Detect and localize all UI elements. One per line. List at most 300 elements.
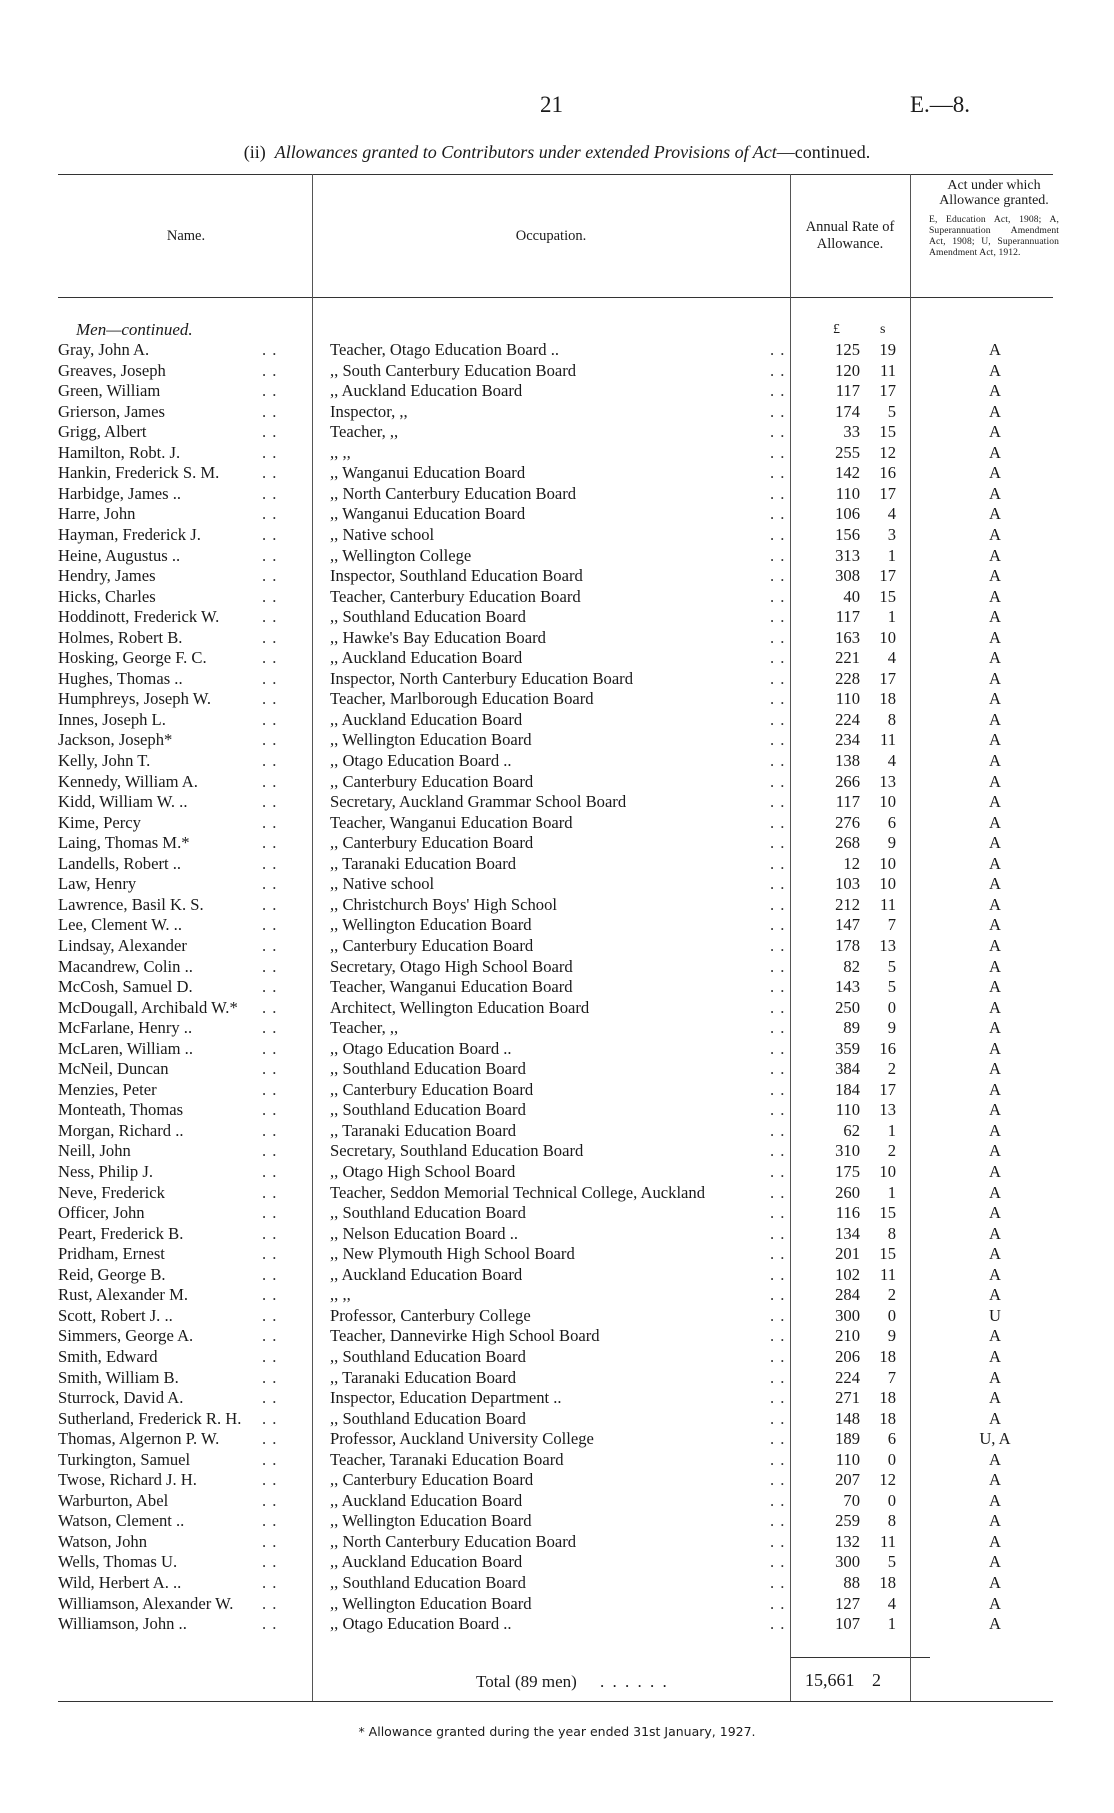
act-code: A bbox=[989, 627, 1001, 647]
leader-dots: . . bbox=[770, 1511, 786, 1531]
leader-dots: . . bbox=[770, 360, 786, 380]
total-pounds: 15,661 bbox=[805, 1670, 855, 1690]
rate-shillings: 5 bbox=[887, 956, 896, 976]
table-row bbox=[0, 751, 1114, 772]
person-name: Ness, Philip J. bbox=[58, 1162, 153, 1181]
leader-dots: . . bbox=[770, 566, 786, 586]
rate-pounds: 110 bbox=[835, 689, 860, 709]
person-name: Neve, Frederick bbox=[58, 1182, 165, 1202]
act-code: A bbox=[989, 1388, 1001, 1408]
leader-dots: . . bbox=[262, 1346, 278, 1366]
table-row bbox=[0, 504, 1114, 525]
leader-dots: . . bbox=[262, 771, 278, 791]
leader-dots: . . bbox=[262, 422, 278, 442]
leader-dots: . . bbox=[770, 730, 786, 750]
rate-shillings: 17 bbox=[879, 566, 896, 586]
leader-dots: . . bbox=[770, 1573, 786, 1592]
occupation: ,, Wellington College bbox=[330, 545, 472, 565]
rate-pounds: 174 bbox=[835, 401, 860, 421]
person-name: Hayman, Frederick J. bbox=[58, 524, 201, 544]
rate-pounds: 117 bbox=[835, 607, 860, 627]
header-act-detail: E, Education Act, 1908; A, Superannuation Amendment Act, 1908; U, Superannuation Amendment Act, 1912. bbox=[929, 214, 1059, 258]
occupation: ,, Canterbury Education Board bbox=[330, 935, 534, 955]
rate-shillings: 17 bbox=[879, 381, 896, 401]
act-code: A bbox=[989, 360, 1001, 380]
occupation: ,, Canterbury Education Board bbox=[330, 1079, 534, 1099]
person-name: Holmes, Robert B. bbox=[58, 627, 183, 647]
leader-dots: . . bbox=[770, 853, 786, 873]
leader-dots: . . bbox=[770, 935, 786, 955]
rate-shillings: 6 bbox=[887, 812, 896, 832]
leader-dots: . . bbox=[262, 792, 278, 812]
occupation: ,, Wanganui Education Board bbox=[330, 463, 526, 483]
leader-dots: . . bbox=[770, 1449, 786, 1469]
person-name: Wells, Thomas U. bbox=[58, 1552, 178, 1572]
person-name: McLaren, William .. bbox=[58, 1038, 193, 1058]
leader-dots: . . bbox=[262, 730, 278, 750]
person-name: Neill, John bbox=[58, 1141, 131, 1161]
rate-pounds: 234 bbox=[835, 730, 860, 750]
table-row bbox=[0, 361, 1114, 382]
act-code: A bbox=[989, 524, 1001, 544]
table-row bbox=[0, 1100, 1114, 1121]
occupation: ,, Canterbury Education Board bbox=[330, 1470, 534, 1490]
leader-dots: . . bbox=[770, 977, 786, 997]
person-name: Greaves, Joseph bbox=[58, 360, 166, 380]
leader-dots: . . bbox=[262, 504, 278, 524]
table-row bbox=[0, 1388, 1114, 1409]
act-code: A bbox=[989, 792, 1001, 812]
act-code: A bbox=[989, 463, 1001, 483]
leader-dots: . . bbox=[262, 545, 278, 565]
rate-shillings: 0 bbox=[887, 997, 896, 1017]
leader-dots: . . bbox=[770, 1346, 786, 1366]
rate-pounds: 184 bbox=[835, 1079, 860, 1099]
rate-pounds: 260 bbox=[835, 1182, 860, 1202]
act-code: A bbox=[989, 401, 1001, 421]
header-rate: Annual Rate of Allowance. bbox=[805, 219, 895, 252]
rate-shillings: 12 bbox=[879, 1470, 896, 1490]
person-name: McCosh, Samuel D. bbox=[58, 977, 193, 997]
rate-shillings: 15 bbox=[879, 1203, 896, 1223]
rate-pounds: 189 bbox=[835, 1429, 860, 1449]
act-code: A bbox=[989, 1141, 1001, 1161]
table-row bbox=[0, 484, 1114, 505]
table-row bbox=[0, 1285, 1114, 1306]
table-row bbox=[0, 833, 1114, 854]
person-name: Jackson, Joseph* bbox=[58, 730, 173, 750]
leader-dots: . . bbox=[262, 1182, 278, 1202]
person-name: Grierson, James bbox=[58, 401, 165, 421]
subtitle-suffix: —continued. bbox=[776, 142, 871, 162]
person-name: Hankin, Frederick S. M. bbox=[58, 463, 220, 483]
rate-shillings: 15 bbox=[879, 586, 896, 606]
act-code: A bbox=[989, 1018, 1001, 1038]
act-code: A bbox=[989, 1120, 1001, 1140]
act-code: A bbox=[989, 1531, 1001, 1551]
rate-pounds: 89 bbox=[843, 1018, 860, 1038]
person-name: Scott, Robert J. .. bbox=[58, 1305, 173, 1325]
leader-dots: . . bbox=[770, 442, 786, 462]
occupation: ,, Wellington Education Board bbox=[330, 1511, 532, 1531]
table-row bbox=[0, 1080, 1114, 1101]
rate-shillings: 1 bbox=[887, 545, 896, 565]
rate-pounds: 110 bbox=[835, 1100, 860, 1120]
rate-shillings: 1 bbox=[887, 1182, 896, 1202]
rule-total-top bbox=[790, 1657, 930, 1658]
occupation: ,, Taranaki Education Board bbox=[330, 853, 517, 873]
leader-dots: . . bbox=[262, 1511, 278, 1531]
rate-shillings: 10 bbox=[879, 874, 896, 894]
table-row bbox=[0, 977, 1114, 998]
table-row bbox=[0, 895, 1114, 916]
header-act-title: Act under which Allowance granted. bbox=[939, 178, 1049, 208]
table-row bbox=[0, 915, 1114, 936]
leader-dots: . . bbox=[262, 1120, 278, 1140]
person-name: Smith, William B. bbox=[58, 1367, 179, 1387]
person-name: McFarlane, Henry .. bbox=[58, 1018, 193, 1038]
act-code: A bbox=[989, 1552, 1001, 1572]
leader-dots: . . bbox=[262, 689, 278, 709]
occupation: ,, North Canterbury Education Board bbox=[330, 483, 577, 503]
person-name: Innes, Joseph L. bbox=[58, 709, 166, 729]
occupation: ,, Native school bbox=[330, 524, 435, 544]
rate-shillings: 10 bbox=[879, 627, 896, 647]
leader-dots: . . bbox=[262, 874, 278, 894]
rate-pounds: 313 bbox=[835, 545, 860, 565]
leader-dots: . . bbox=[770, 874, 786, 894]
rate-shillings: 18 bbox=[879, 1388, 896, 1408]
rate-pounds: 308 bbox=[835, 566, 860, 586]
leader-dots: . . bbox=[770, 607, 786, 627]
leader-dots: . . bbox=[262, 1223, 278, 1243]
rate-pounds: 110 bbox=[835, 483, 860, 503]
leader-dots: . . bbox=[770, 1141, 786, 1161]
leader-dots: . . bbox=[262, 1059, 278, 1079]
person-name: Landells, Robert .. bbox=[58, 853, 182, 873]
table-row bbox=[0, 792, 1114, 813]
rate-shillings: 11 bbox=[880, 730, 896, 750]
leader-dots: . . bbox=[770, 1408, 786, 1428]
table-row bbox=[0, 772, 1114, 793]
footnote: * Allowance granted during the year ended 31st January, 1927. bbox=[358, 1724, 756, 1739]
act-code: A bbox=[989, 709, 1001, 729]
occupation: Inspector, Education Department .. bbox=[330, 1388, 562, 1408]
person-name: Wild, Herbert A. .. bbox=[58, 1573, 182, 1592]
rate-shillings: 7 bbox=[887, 915, 896, 935]
table-row bbox=[0, 1059, 1114, 1080]
table-row bbox=[0, 1470, 1114, 1491]
act-code: A bbox=[989, 730, 1001, 750]
leader-dots: . . bbox=[770, 1470, 786, 1490]
occupation: Teacher, Dannevirke High School Board bbox=[330, 1326, 600, 1346]
act-code: A bbox=[989, 607, 1001, 627]
rate-shillings: 5 bbox=[887, 977, 896, 997]
person-name: Watson, Clement .. bbox=[58, 1511, 185, 1531]
person-name: Morgan, Richard .. bbox=[58, 1120, 184, 1140]
rate-shillings: 7 bbox=[887, 1367, 896, 1387]
person-name: Lindsay, Alexander bbox=[58, 935, 187, 955]
table-row bbox=[0, 874, 1114, 895]
total-dots: . . . . . . bbox=[600, 1672, 669, 1691]
occupation: ,, Southland Education Board bbox=[330, 1100, 526, 1120]
person-name: Warburton, Abel bbox=[58, 1490, 169, 1510]
rate-shillings: 1 bbox=[887, 1120, 896, 1140]
rate-pounds: 120 bbox=[835, 360, 860, 380]
rate-pounds: 255 bbox=[835, 442, 860, 462]
occupation: Teacher, ,, bbox=[330, 422, 399, 442]
leader-dots: . . bbox=[262, 935, 278, 955]
leader-dots: . . bbox=[770, 483, 786, 503]
occupation: ,, Taranaki Education Board bbox=[330, 1120, 517, 1140]
rate-shillings: 11 bbox=[880, 1531, 896, 1551]
table-row bbox=[0, 1573, 1114, 1594]
occupation: Professor, Canterbury College bbox=[330, 1305, 531, 1325]
leader-dots: . . bbox=[262, 853, 278, 873]
rate-pounds: 201 bbox=[835, 1244, 860, 1264]
occupation: ,, Auckland Education Board bbox=[330, 1490, 523, 1510]
occupation: Teacher, Canterbury Education Board bbox=[330, 586, 581, 606]
leader-dots: . . bbox=[262, 1408, 278, 1428]
leader-dots: . . bbox=[770, 894, 786, 914]
act-code: A bbox=[989, 422, 1001, 442]
table-row bbox=[0, 1532, 1114, 1553]
act-code: A bbox=[989, 812, 1001, 832]
act-code: A bbox=[989, 956, 1001, 976]
person-name: Humphreys, Joseph W. bbox=[58, 689, 212, 709]
rate-pounds: 221 bbox=[835, 648, 860, 668]
leader-dots: . . bbox=[770, 1120, 786, 1140]
leader-dots: . . bbox=[262, 1285, 278, 1305]
leader-dots: . . bbox=[770, 812, 786, 832]
leader-dots: . . bbox=[770, 792, 786, 812]
act-code: A bbox=[989, 1079, 1001, 1099]
rate-shillings: 2 bbox=[887, 1059, 896, 1079]
person-name: Grigg, Albert bbox=[58, 422, 147, 442]
table-row bbox=[0, 1552, 1114, 1573]
rate-pounds: 175 bbox=[835, 1162, 860, 1181]
leader-dots: . . bbox=[262, 607, 278, 627]
table-row bbox=[0, 1224, 1114, 1245]
person-name: Hicks, Charles bbox=[58, 586, 156, 606]
table-row bbox=[0, 957, 1114, 978]
person-name: Lee, Clement W. .. bbox=[58, 915, 182, 935]
rate-pounds: 359 bbox=[835, 1038, 860, 1058]
rate-pounds: 148 bbox=[835, 1408, 860, 1428]
leader-dots: . . bbox=[262, 1388, 278, 1408]
act-code: A bbox=[989, 340, 1001, 359]
person-name: Law, Henry bbox=[58, 874, 137, 894]
table-row bbox=[0, 1162, 1114, 1183]
table-row bbox=[0, 628, 1114, 649]
header-occupation: Occupation. bbox=[515, 228, 587, 244]
leader-dots: . . bbox=[262, 894, 278, 914]
occupation: Architect, Wellington Education Board bbox=[330, 997, 590, 1017]
leader-dots: . . bbox=[770, 648, 786, 668]
act-code: A bbox=[989, 566, 1001, 586]
rate-shillings: 4 bbox=[887, 504, 896, 524]
rate-pounds: 207 bbox=[835, 1470, 860, 1490]
leader-dots: . . bbox=[770, 1223, 786, 1243]
leader-dots: . . bbox=[262, 1203, 278, 1223]
table-row bbox=[0, 463, 1114, 484]
occupation: Teacher, Wanganui Education Board bbox=[330, 977, 573, 997]
leader-dots: . . bbox=[770, 833, 786, 853]
rate-pounds: 127 bbox=[835, 1593, 860, 1613]
rate-pounds: 110 bbox=[835, 1449, 860, 1469]
rate-pounds: 117 bbox=[835, 792, 860, 812]
person-name: Rust, Alexander M. bbox=[58, 1285, 188, 1305]
rate-shillings: 0 bbox=[887, 1449, 896, 1469]
leader-dots: . . bbox=[770, 1367, 786, 1387]
person-name: Officer, John bbox=[58, 1203, 145, 1223]
leader-dots: . . bbox=[770, 1059, 786, 1079]
rate-pounds: 163 bbox=[835, 627, 860, 647]
table-row bbox=[0, 587, 1114, 608]
act-code: A bbox=[989, 874, 1001, 894]
rate-shillings: 9 bbox=[887, 833, 896, 853]
leader-dots: . . bbox=[262, 360, 278, 380]
rate-pounds: 250 bbox=[835, 997, 860, 1017]
person-name: Hosking, George F. C. bbox=[58, 648, 207, 668]
table-row bbox=[0, 689, 1114, 710]
person-name: Laing, Thomas M.* bbox=[58, 833, 190, 853]
rate-pounds: 268 bbox=[835, 833, 860, 853]
occupation: Secretary, Auckland Grammar School Board bbox=[330, 792, 627, 812]
act-code: U, A bbox=[979, 1429, 1011, 1449]
person-name: Reid, George B. bbox=[58, 1264, 166, 1284]
leader-dots: . . bbox=[262, 1305, 278, 1325]
rate-shillings: 5 bbox=[887, 401, 896, 421]
table-row bbox=[0, 813, 1114, 834]
leader-dots: . . bbox=[770, 1429, 786, 1449]
leader-dots: . . bbox=[262, 340, 278, 359]
table-subtitle bbox=[0, 142, 1114, 163]
act-code: A bbox=[989, 668, 1001, 688]
rate-shillings: 0 bbox=[887, 1305, 896, 1325]
rate-pounds: 82 bbox=[843, 956, 860, 976]
rate-shillings: 15 bbox=[879, 1244, 896, 1264]
person-name: Turkington, Samuel bbox=[58, 1449, 191, 1469]
rate-pounds: 300 bbox=[835, 1552, 860, 1572]
person-name: Kidd, William W. .. bbox=[58, 792, 188, 812]
rate-pounds: 310 bbox=[835, 1141, 860, 1161]
leader-dots: . . bbox=[770, 504, 786, 524]
leader-dots: . . bbox=[262, 1264, 278, 1284]
person-name: Monteath, Thomas bbox=[58, 1100, 184, 1120]
occupation: ,, Southland Education Board bbox=[330, 1059, 526, 1079]
rate-pounds: 266 bbox=[835, 771, 860, 791]
occupation: Teacher, Taranaki Education Board bbox=[330, 1449, 564, 1469]
leader-dots: . . bbox=[262, 1141, 278, 1161]
table-row bbox=[0, 1141, 1114, 1162]
act-code: A bbox=[989, 1162, 1001, 1181]
rate-shillings: 11 bbox=[880, 894, 896, 914]
table-row bbox=[0, 669, 1114, 690]
act-code: A bbox=[989, 1223, 1001, 1243]
person-name: Twose, Richard J. H. bbox=[58, 1470, 197, 1490]
person-name: Heine, Augustus .. bbox=[58, 545, 181, 565]
subtitle-italic: Allowances granted to Contributors under extended Provisions of Act bbox=[274, 142, 777, 162]
rate-shillings: 17 bbox=[879, 1079, 896, 1099]
leader-dots: . . bbox=[262, 1573, 278, 1592]
occupation: ,, Southland Education Board bbox=[330, 1203, 526, 1223]
occupation: Teacher, Wanganui Education Board bbox=[330, 812, 573, 832]
rate-shillings: 4 bbox=[887, 1593, 896, 1613]
leader-dots: . . bbox=[770, 381, 786, 401]
rate-shillings: 3 bbox=[887, 524, 896, 544]
table-row bbox=[0, 546, 1114, 567]
person-name: Simmers, George A. bbox=[58, 1326, 194, 1346]
leader-dots: . . bbox=[770, 1079, 786, 1099]
rate-pounds: 210 bbox=[835, 1326, 860, 1346]
rate-shillings: 9 bbox=[887, 1018, 896, 1038]
rate-pounds: 103 bbox=[835, 874, 860, 894]
leader-dots: . . bbox=[262, 1449, 278, 1469]
rate-shillings: 13 bbox=[879, 1100, 896, 1120]
total-label: Total (89 men) bbox=[476, 1672, 577, 1691]
person-name: Hoddinott, Frederick W. bbox=[58, 607, 220, 627]
rate-shillings: 18 bbox=[879, 1346, 896, 1366]
leader-dots: . . bbox=[262, 1244, 278, 1264]
act-code: A bbox=[989, 1059, 1001, 1079]
rate-shillings: 11 bbox=[880, 360, 896, 380]
rate-pounds: 224 bbox=[835, 709, 860, 729]
rate-pounds: 106 bbox=[835, 504, 860, 524]
leader-dots: . . bbox=[770, 340, 786, 359]
act-code: A bbox=[989, 689, 1001, 709]
leader-dots: . . bbox=[262, 463, 278, 483]
act-code: A bbox=[989, 483, 1001, 503]
table-row bbox=[0, 607, 1114, 628]
occupation: ,, New Plymouth High School Board bbox=[330, 1244, 575, 1264]
person-name: Macandrew, Colin .. bbox=[58, 956, 193, 976]
leader-dots: . . bbox=[262, 1470, 278, 1490]
leader-dots: . . bbox=[262, 401, 278, 421]
act-code: A bbox=[989, 1285, 1001, 1305]
occupation: ,, Wanganui Education Board bbox=[330, 504, 526, 524]
leader-dots: . . bbox=[770, 627, 786, 647]
rate-shillings: 12 bbox=[879, 442, 896, 462]
act-code: A bbox=[989, 504, 1001, 524]
table-row bbox=[0, 340, 1114, 361]
occupation: ,, Auckland Education Board bbox=[330, 648, 523, 668]
act-code: A bbox=[989, 1182, 1001, 1202]
person-name: Kennedy, William A. bbox=[58, 771, 198, 791]
leader-dots: . . bbox=[770, 997, 786, 1017]
occupation: ,, Hawke's Bay Education Board bbox=[330, 627, 546, 647]
rate-shillings: 0 bbox=[887, 1490, 896, 1510]
table-row bbox=[0, 1450, 1114, 1471]
leader-dots: . . bbox=[262, 1490, 278, 1510]
table-row bbox=[0, 1491, 1114, 1512]
table-row bbox=[0, 1244, 1114, 1265]
occupation: ,, North Canterbury Education Board bbox=[330, 1531, 577, 1551]
rate-pounds: 12 bbox=[843, 853, 860, 873]
person-name: Hamilton, Robt. J. bbox=[58, 442, 181, 462]
leader-dots: . . bbox=[262, 483, 278, 503]
table-row bbox=[0, 1368, 1114, 1389]
person-name: Kime, Percy bbox=[58, 812, 141, 832]
rule-top bbox=[58, 174, 1053, 175]
leader-dots: . . bbox=[262, 812, 278, 832]
occupation: Secretary, Southland Education Board bbox=[330, 1141, 584, 1161]
leader-dots: . . bbox=[262, 1100, 278, 1120]
rule-bottom bbox=[58, 1701, 1053, 1702]
table-row bbox=[0, 730, 1114, 751]
leader-dots: . . bbox=[262, 1326, 278, 1346]
person-name: Thomas, Algernon P. W. bbox=[58, 1429, 220, 1449]
